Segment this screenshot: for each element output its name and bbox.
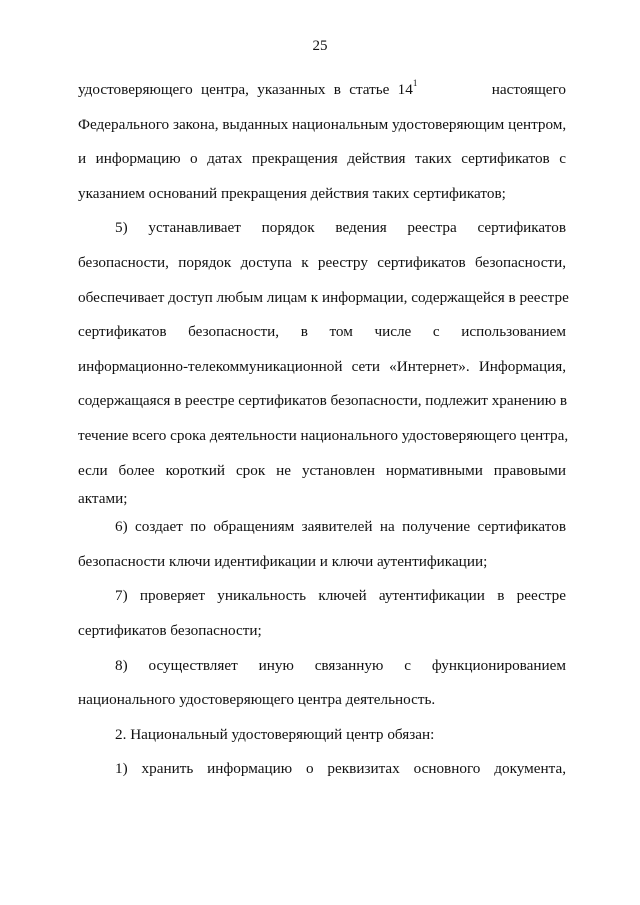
text-line: указанием оснований прекращения действия таких сертификатов; bbox=[78, 184, 506, 202]
text-line: 7) проверяет уникальность ключей аутентификации в реестре bbox=[115, 587, 566, 605]
page-number: 25 bbox=[312, 38, 328, 54]
text-line: национального удостоверяющего центра деятельность. bbox=[78, 691, 436, 709]
text-line: безопасности, порядок доступа к реестру сертификатов безопасности, bbox=[78, 253, 566, 271]
document-body bbox=[78, 73, 569, 787]
text-line: если более короткий срок не установлен нормативными правовыми bbox=[78, 461, 566, 479]
text-line: 5) устанавливает порядок ведения реестра сертификатов bbox=[115, 219, 566, 237]
text-line: обеспечивает доступ любым лицам к информации, содержащейся в реестре bbox=[78, 288, 569, 306]
text-line: и информацию о датах прекращения действия таких сертификатов с bbox=[78, 150, 566, 168]
text-line: 1) хранить информацию о реквизитах основного документа, bbox=[115, 760, 566, 778]
text-line: 6) создает по обращениям заявителей на получение сертификатов bbox=[115, 518, 566, 536]
superscript: 1 bbox=[412, 77, 418, 88]
text-line: актами; bbox=[78, 490, 128, 508]
text-line: течение всего срока деятельности национального удостоверяющего центра, bbox=[78, 426, 569, 444]
text-line: информационно-телекоммуникационной сети «Интернет». Информация, bbox=[78, 357, 566, 375]
text-line: 2. Национальный удостоверяющий центр обязан: bbox=[115, 725, 435, 743]
text-line: сертификатов безопасности, в том числе с использованием bbox=[78, 323, 566, 341]
text-line: содержащаяся в реестре сертификатов безопасности, подлежит хранению в bbox=[78, 392, 568, 410]
text-line: 8) осуществляет иную связанную с функционированием bbox=[115, 656, 566, 674]
text-line: безопасности ключи идентификации и ключи аутентификации; bbox=[78, 552, 488, 570]
text-line: Федерального закона, выданных национальным удостоверяющим центром, bbox=[78, 115, 567, 133]
text-line: сертификатов безопасности; bbox=[78, 621, 262, 639]
text-line: удостоверяющего центра, указанных в статье $14^1$ настоящего bbox=[78, 77, 566, 98]
